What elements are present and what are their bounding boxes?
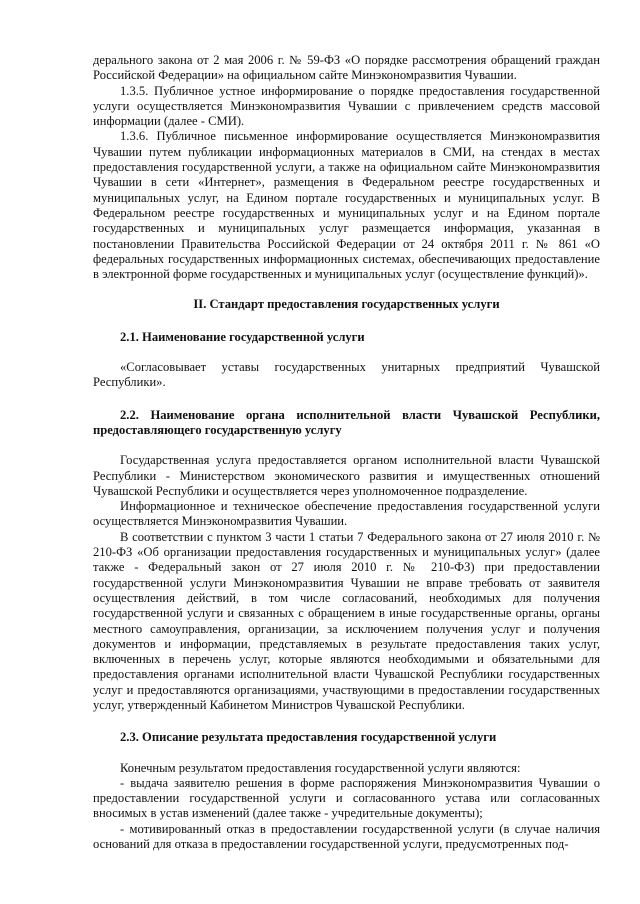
paragraph-continuation: дерального закона от 2 мая 2006 г. № 59-ФЗ «О порядке рассмотрения обращений граждан Российской Федерации» на официальном сайте Минэкономразвития Чувашии. bbox=[93, 53, 600, 83]
section-2-title: II. Стандарт предоставления государственных услуги bbox=[193, 297, 500, 312]
result-item-decision: - выдача заявителю решения в форме распоряжения Минэкономразвития Чувашии о предоставлении государственной услуги и согласованного устава или согласованных вносимых в устав изменений (далее также - учредительные документы); bbox=[93, 775, 600, 821]
paragraph-2-2-3: В соответствии с пунктом 3 части 1 статьи 7 Федерального закона от 27 июля 2010 г. № 210-ФЗ «Об организации предоставления государственных и муниципальных услуг» (далее также - Федеральный закон от 27 июля 2010 г. № 210-ФЗ) при предоставлении государственной услуги Минэкономразвития Чувашии не вправе требовать от заявителя осуществления действий, в том числе согласований, необходимых для получения государственной услуги и связанных с обращением в иные государственные органы, органы местного самоуправления, организации, за исключением получения услуг и получения документов и информации, представляемых в результате предоставления таких услуг, включенных в перечень услуг, которые являются необходимыми и обязательными для предоставления органами исполнительной власти Чувашской Республики государственных услуг и предоставляются организациями, участвующими в предоставлении государственных услуг, утвержденный Кабинетом Министров Чувашской Республики. bbox=[93, 529, 600, 712]
service-name-text: «Согласовывает уставы государственных унитарных предприятий Чувашской Республики». bbox=[93, 360, 600, 390]
heading-2-2: 2.2. Наименование органа исполнительной власти Чувашской Республики, предоставляющего государственную услугу bbox=[93, 407, 600, 437]
paragraph-2-3-1: Конечным результатом предоставления государственной услуги являются: bbox=[120, 760, 521, 775]
paragraph-2-2-1: Государственная услуга предоставляется органом исполнительной власти Чувашской Республики - Министерством экономического развития и имущественных отношений Чувашской Республики и осуществляется через уполномоченное подразделение. bbox=[93, 453, 600, 498]
paragraph-2-2-2: Информационное и техническое обеспечение предоставления государственной услуги осуществляется Минэкономразвития Чувашии. bbox=[93, 499, 600, 529]
paragraph-1-3-6: 1.3.6. Публичное письменное информирование осуществляется Минэкономразвития Чувашии путем публикации информационных материалов в СМИ, на стендах в местах предоставления государственной услуги, а также на официальном сайте Минэкономразвития Чувашии в сети «Интернет», размещения в Федеральном реестре государственных и муниципальных услуг, на Едином портале государственных и муниципальных услуг. В Федеральном реестре государственных и муниципальных услуг и на Едином портале государственных и муниципальных услуг размещается информация, указанная в постановлении Правительства Российской Федерации от 24 октября 2011 г. № 861 «О федеральных государственных информационных системах, обеспечивающих предоставление в электронной форме государственных и муниципальных услуг (осуществление функций)». bbox=[93, 129, 600, 282]
paragraph-1-3-5: 1.3.5. Публичное устное информирование о порядке предоставления государственной услуги осуществляется Минэкономразвития Чувашии с привлечением средств массовой информации (далее - СМИ). bbox=[93, 83, 600, 129]
result-item-refusal: - мотивированный отказ в предоставлении государственной услуги (в случае наличия оснований для отказа в предоставлении государственной услуги, предусмотренных под- bbox=[93, 821, 600, 852]
heading-2-1: 2.1. Наименование государственной услуги bbox=[120, 329, 365, 344]
heading-2-3: 2.3. Описание результата предоставления государственной услуги bbox=[120, 730, 497, 745]
